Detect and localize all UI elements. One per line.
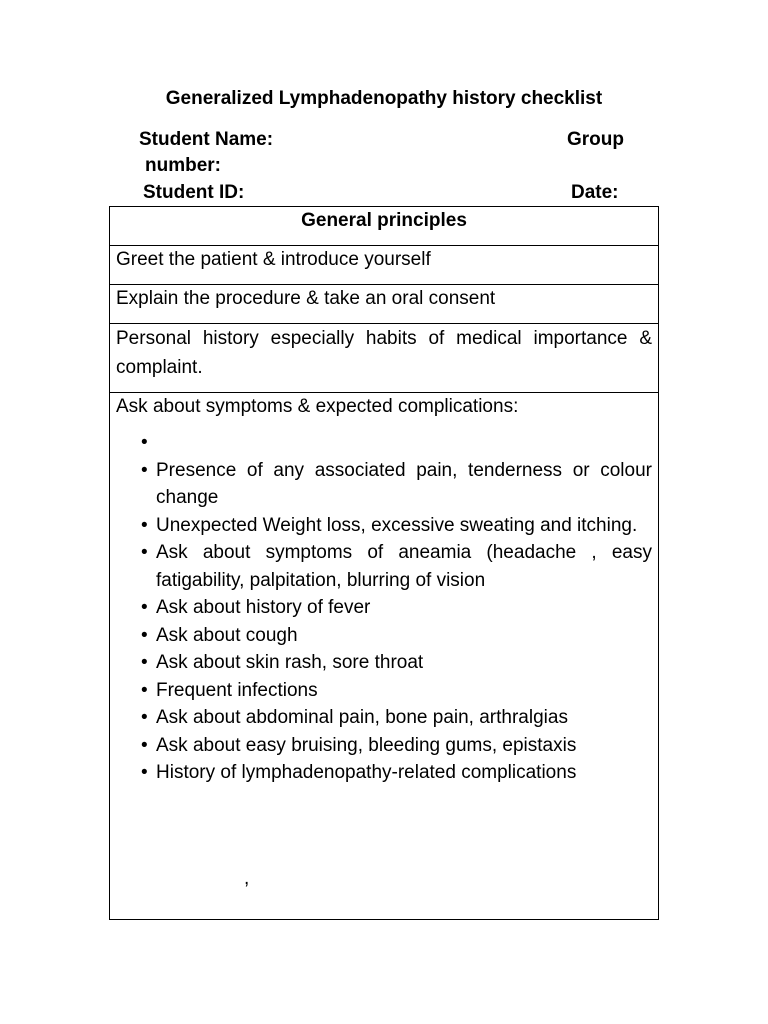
bullet-icon: • (141, 707, 148, 728)
student-name-label: Student Name: (139, 129, 274, 150)
group-number-label-continued: number: (145, 155, 221, 176)
list-item (116, 677, 652, 705)
bullet-icon: • (141, 762, 148, 783)
list-item (116, 732, 652, 760)
explain-procedure-item: Explain the procedure & take an oral consent (110, 285, 659, 324)
symptoms-list (116, 429, 652, 787)
list-item (116, 622, 652, 650)
bullet-icon: • (141, 597, 148, 618)
list-item-text: Ask about cough (156, 624, 298, 646)
list-item (116, 594, 652, 622)
bullet-icon: • (141, 432, 148, 453)
list-item-text: Ask about skin rash, sore throat (156, 652, 424, 673)
student-id-label: Student ID: (143, 182, 245, 203)
greet-patient-item: Greet the patient & introduce yourself (110, 246, 659, 285)
group-number-label: Group (567, 129, 624, 150)
list-item (116, 429, 652, 457)
bullet-icon: • (141, 734, 148, 756)
bullet-icon: • (141, 459, 148, 481)
list-item (116, 457, 652, 512)
symptoms-cell (110, 393, 659, 920)
bullet-icon: • (141, 542, 148, 563)
list-item (116, 704, 652, 732)
table-row (110, 324, 659, 393)
bullet-icon: • (141, 652, 148, 673)
list-item-text: Ask about easy bruising, bleeding gums, epistaxis (156, 734, 577, 756)
list-item-text: Ask about symptoms of aneamia (headache , easy fatigability, palpitation, blurring of vision (156, 542, 652, 591)
document-title: Generalized Lymphadenopathy history checklist (165, 88, 603, 109)
list-item-text: Ask about history of fever (156, 597, 371, 618)
general-principles-header: General principles (110, 207, 659, 246)
table-row (110, 246, 659, 285)
table-row (110, 285, 659, 324)
table-header-row (110, 207, 659, 246)
stray-comma-mark: , (244, 868, 250, 889)
checklist-table (109, 206, 659, 920)
list-item (116, 512, 652, 540)
list-item-text: Presence of any associated pain, tenderness or colour change (156, 459, 652, 508)
bullet-icon: • (141, 679, 148, 701)
list-item-text: Ask about abdominal pain, bone pain, arthralgias (156, 707, 568, 728)
date-label: Date: (571, 182, 619, 203)
list-item-text: History of lymphadenopathy-related complications (156, 762, 577, 783)
personal-history-item: Personal history especially habits of medical importance & complaint. (110, 324, 659, 393)
table-row (110, 393, 659, 920)
list-item-text: Frequent infections (156, 679, 318, 701)
symptoms-intro: Ask about symptoms & expected complications: (116, 396, 519, 417)
bullet-icon: • (141, 514, 148, 536)
list-item (116, 759, 652, 787)
list-item-text: Unexpected Weight loss, excessive sweating and itching. (156, 514, 638, 536)
list-item (116, 539, 652, 594)
bullet-icon: • (141, 624, 148, 646)
list-item (116, 649, 652, 677)
